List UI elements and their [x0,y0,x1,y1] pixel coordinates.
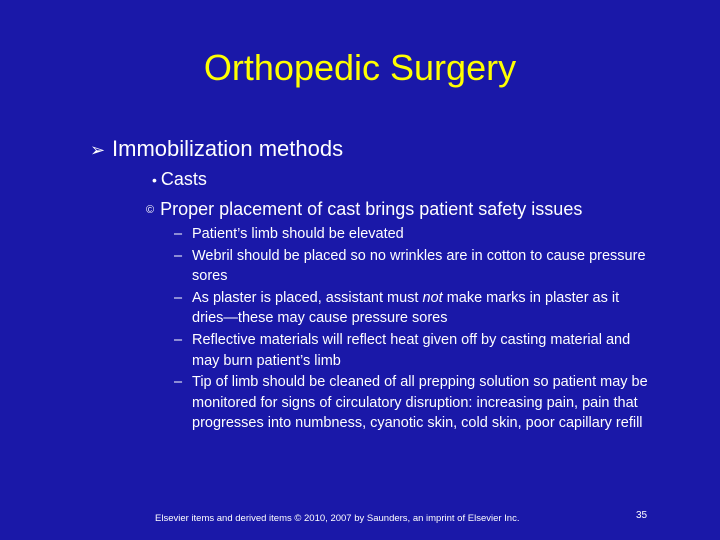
slide-title: Orthopedic Surgery [203,47,517,88]
bullet-level3 [146,198,582,221]
bullet-level2-text: Casts [160,169,207,189]
sub-bullet-item [174,288,654,329]
sub-bullet-text: Tip of limb should be cleaned of all prepping solution so patient may be monitored for signs of circulatory disruption: increasing pain, pain that progresses into numbness, cyanotic skin, cold skin, poor capillary refill [192,374,648,432]
sub-bullet-text: make marks in plaster as it dries—these may cause pressure sores [192,289,620,327]
sub-bullet-text: Webril should be placed so no wrinkles are in cotton to cause pressure sores [192,247,646,285]
page-number: 35 [636,510,648,521]
sub-bullet-list [174,224,654,435]
bullet-level2 [152,168,207,191]
dash-icon: – [174,374,183,391]
dash-icon: – [174,289,183,306]
bullet-level1 [90,136,343,163]
copyright-bullet-icon: © [146,204,155,216]
bullet-level1-text: Immobilization methods [112,136,344,161]
dot-bullet-icon: • [152,172,157,188]
arrow-bullet-icon: ➢ [90,140,106,160]
sub-bullet-text: Patient’s limb should be elevated [192,226,404,242]
sub-bullet-emphasis: not [422,289,443,306]
sub-bullet-item [174,330,654,371]
sub-bullet-text: Reflective materials will reflect heat given off by casting material and may burn patient’s limb [192,331,631,369]
copyright-footer: Elsevier items and derived items © 2010, 2007 by Saunders, an imprint of Elsevier Inc. [155,513,520,524]
bullet-level3-text: Proper placement of cast brings patient safety issues [160,199,583,219]
dash-icon: – [174,331,183,348]
sub-bullet-item [174,246,654,287]
dash-icon: – [174,226,183,242]
sub-bullet-item [174,224,654,245]
sub-bullet-text: As plaster is placed, assistant must [192,289,423,306]
dash-icon: – [174,247,183,264]
sub-bullet-item [174,372,654,434]
